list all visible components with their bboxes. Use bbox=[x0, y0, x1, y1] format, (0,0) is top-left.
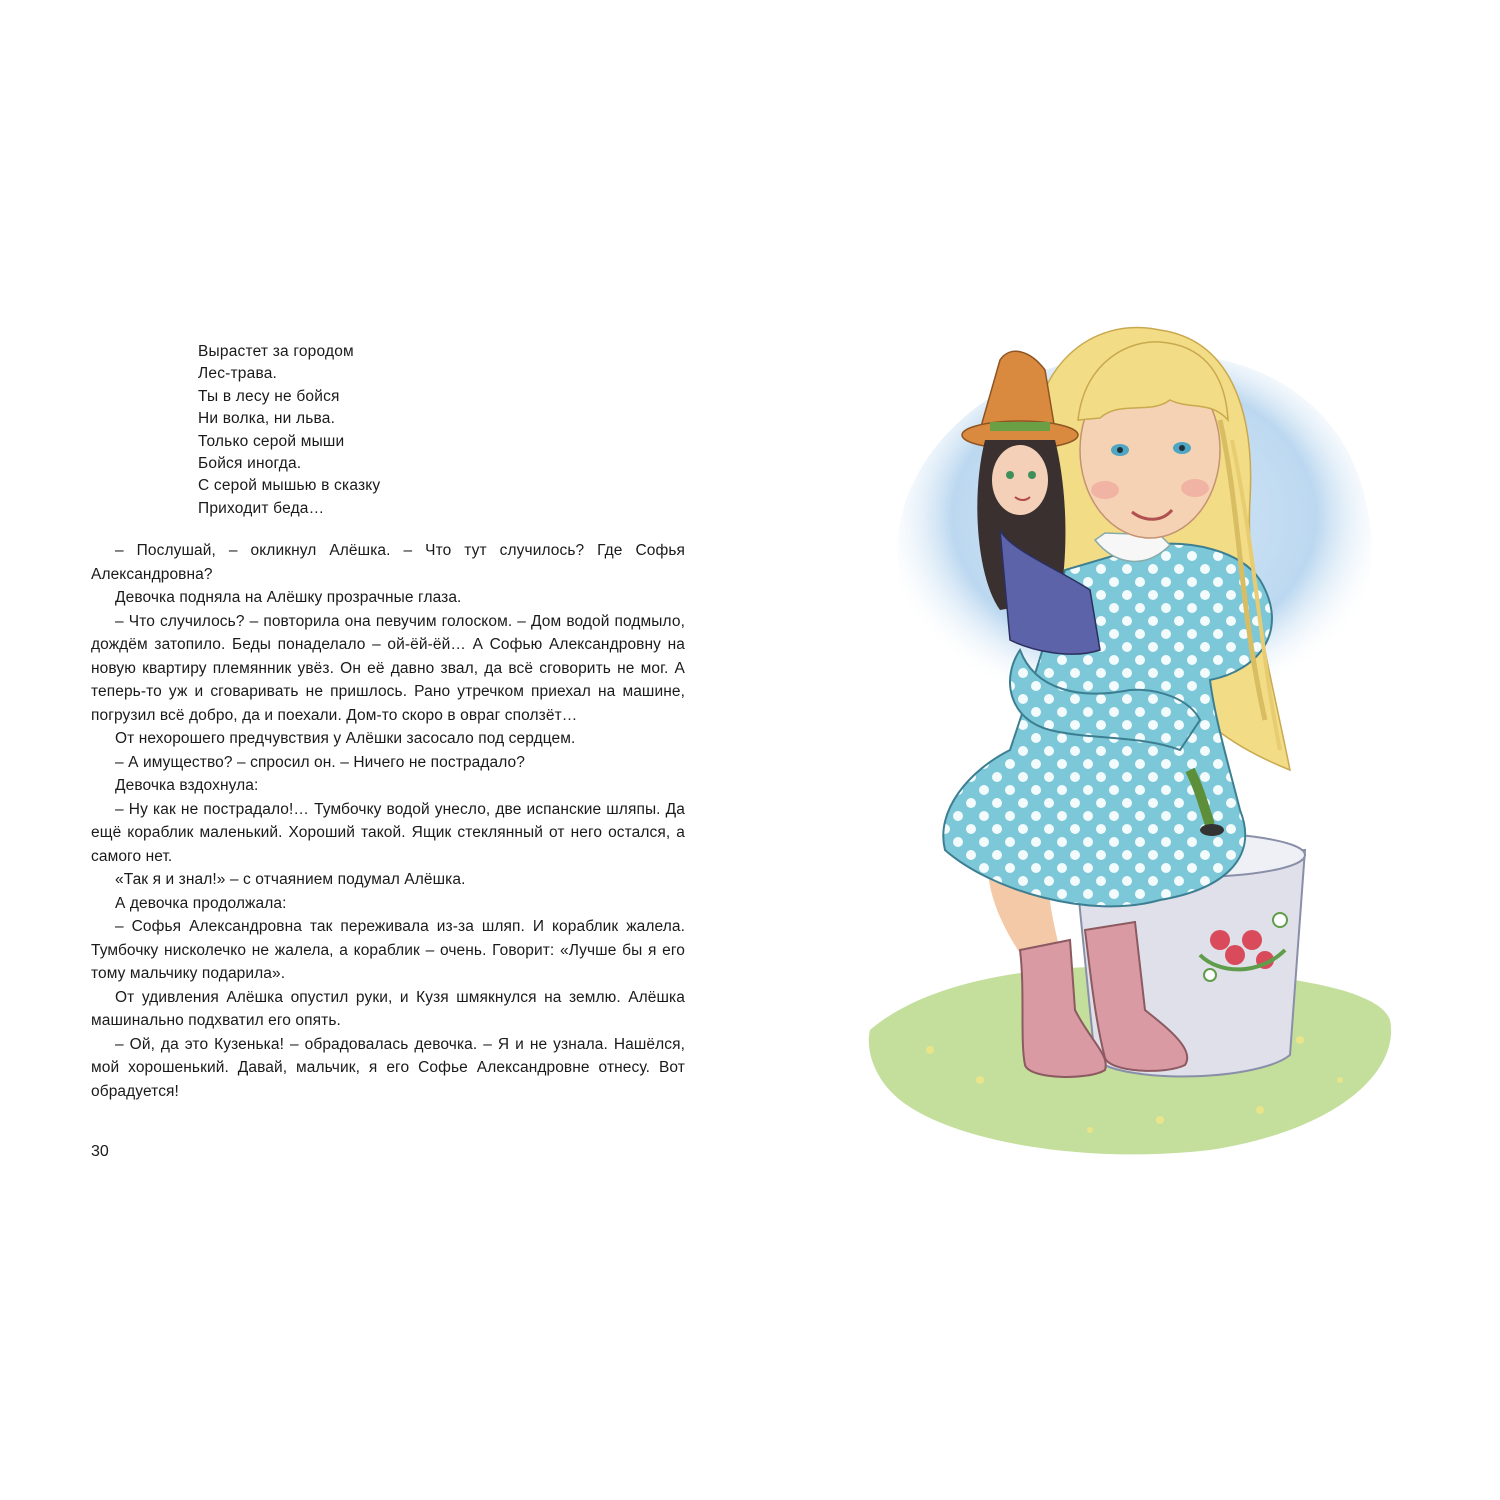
paragraph: А девочка продолжала: bbox=[115, 894, 287, 912]
poem-line: Только серой мыши bbox=[198, 432, 345, 450]
paragraph: – Софья Александровна так переживала из-за шляп. И кораблик жалела. Тумбочку нисколечко не жалела, а кораблик – очень. Говорит: «Лучше бы я его тому мальчику подарила». bbox=[91, 918, 685, 982]
poem-line: Ни волка, ни льва. bbox=[198, 410, 336, 428]
paragraph: «Так я и знал!» – с отчаянием подумал Алёшка. bbox=[115, 871, 466, 888]
page-number: 30 bbox=[91, 1143, 109, 1160]
paragraph: – Послушай, – окликнул Алёшка. – Что тут случилось? Где Софья Александровна? bbox=[91, 542, 685, 583]
prose-block bbox=[91, 539, 685, 1103]
paragraph: Девочка вздохнула: bbox=[115, 777, 259, 794]
poem-block bbox=[198, 341, 458, 520]
poem-line: Вырастет за городом bbox=[198, 343, 354, 360]
paragraph: – Что случилось? – повторила она певучим голоском. – Дом водой подмыло, дождём затопило. Беды понаделало – ой-ёй-ёй… А Софью Александровну на новую квартиру племянник увёз. Он её давно звал, да всё сговорить не мог. А теперь-то уж и сговаривать не пришлось. Рано утречком приехал на машине, погрузил всё добро, да и поехали. Дом-то скоро в овраг сползёт… bbox=[91, 612, 685, 724]
poem-line: Ты в лесу не бойся bbox=[198, 387, 340, 405]
paragraph: – А имущество? – спросил он. – Ничего не пострадало? bbox=[115, 753, 525, 771]
paragraph: От удивления Алёшка опустил руки, и Кузя шмякнулся на землю. Алёшка машинально подхватил его опять. bbox=[91, 988, 685, 1029]
paragraph: – Ну как не пострадало!… Тумбочку водой унесло, две испанские шляпы. Да ещё кораблик маленький. Хороший такой. Ящик стеклянный от него остался, а самого нет. bbox=[91, 800, 685, 865]
poem-line: Бойся иногда. bbox=[198, 455, 302, 473]
paragraph: Девочка подняла на Алёшку прозрачные глаза. bbox=[115, 589, 462, 606]
girl-with-doll-illustration bbox=[860, 250, 1400, 1180]
poem-line: Приходит беда… bbox=[198, 499, 325, 517]
paragraph: – Ой, да это Кузенька! – обрадовалась девочка. – Я и не узнала. Нашёлся, мой хорошенький. Давай, мальчик, я его Софье Александровне отнесу. Вот обрадуется! bbox=[91, 1035, 685, 1100]
paragraph: От нехорошего предчувствия у Алёшки засосало под сердцем. bbox=[115, 730, 576, 747]
poem-line: Лес-трава. bbox=[198, 365, 278, 383]
poem-line: С серой мышью в сказку bbox=[198, 477, 381, 495]
